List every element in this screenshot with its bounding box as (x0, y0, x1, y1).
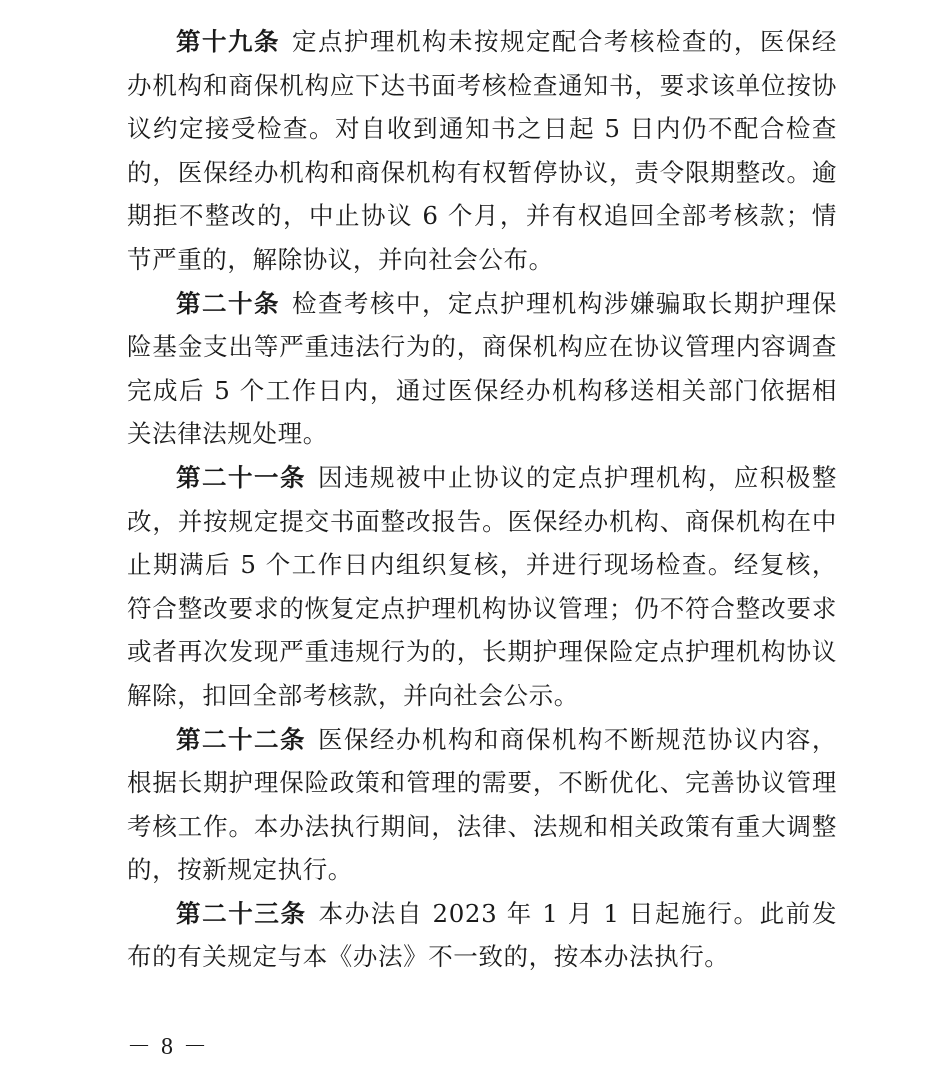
article-21 (127, 456, 837, 718)
article-19 (127, 20, 837, 282)
article-22-title: 第二十二条 (176, 724, 306, 754)
article-19-body: 定点护理机构未按规定配合考核检查的，医保经办机构和商保机构应下达书面考核检查通知书，要求该单位按协议约定接受检查。对自收到通知书之日起 5 日内仍不配合检查的，医保经办机构和商保机构有权暂停协议，责令限期整改。逾期拒不整改的，中止协议 6 个月，并有权追回全部考核款；情节严重的，解除协议，并向社会公布。 (127, 27, 837, 274)
page-number: － 8 － (127, 1034, 209, 1060)
article-20-body: 检查考核中，定点护理机构涉嫌骗取长期护理保险基金支出等严重违法行为的，商保机构应在协议管理内容调查完成后 5 个工作日内，通过医保经办机构移送相关部门依据相关法律法规处理。 (127, 288, 837, 449)
article-23 (127, 892, 837, 979)
article-22 (127, 718, 837, 892)
article-22-body: 医保经办机构和商保机构不断规范协议内容，根据长期护理保险政策和管理的需要，不断优化、完善协议管理考核工作。本办法执行期间，法律、法规和相关政策有重大调整的，按新规定执行。 (127, 724, 838, 885)
article-20 (127, 282, 837, 456)
article-23-body: 本办法自 2023 年 1 月 1 日起施行。此前发布的有关规定与本《办法》不一致的，按本办法执行。 (127, 898, 837, 972)
article-19-title: 第十九条 (176, 27, 280, 56)
article-21-body: 因违规被中止协议的定点护理机构，应积极整改，并按规定提交书面整改报告。医保经办机构、商保机构在中止期满后 5 个工作日内组织复核，并进行现场检查。经复核，符合整改要求的恢复定点护理机构协议管理；仍不符合整改要求或者再次发现严重违规行为的，长期护理保险定点护理机构协议解除，扣回全部考核款，并向社会公示。 (127, 462, 838, 710)
article-23-title: 第二十三条 (176, 898, 307, 928)
document-page (127, 20, 837, 979)
article-21-title: 第二十一条 (176, 462, 306, 492)
article-20-title: 第二十条 (176, 288, 280, 318)
